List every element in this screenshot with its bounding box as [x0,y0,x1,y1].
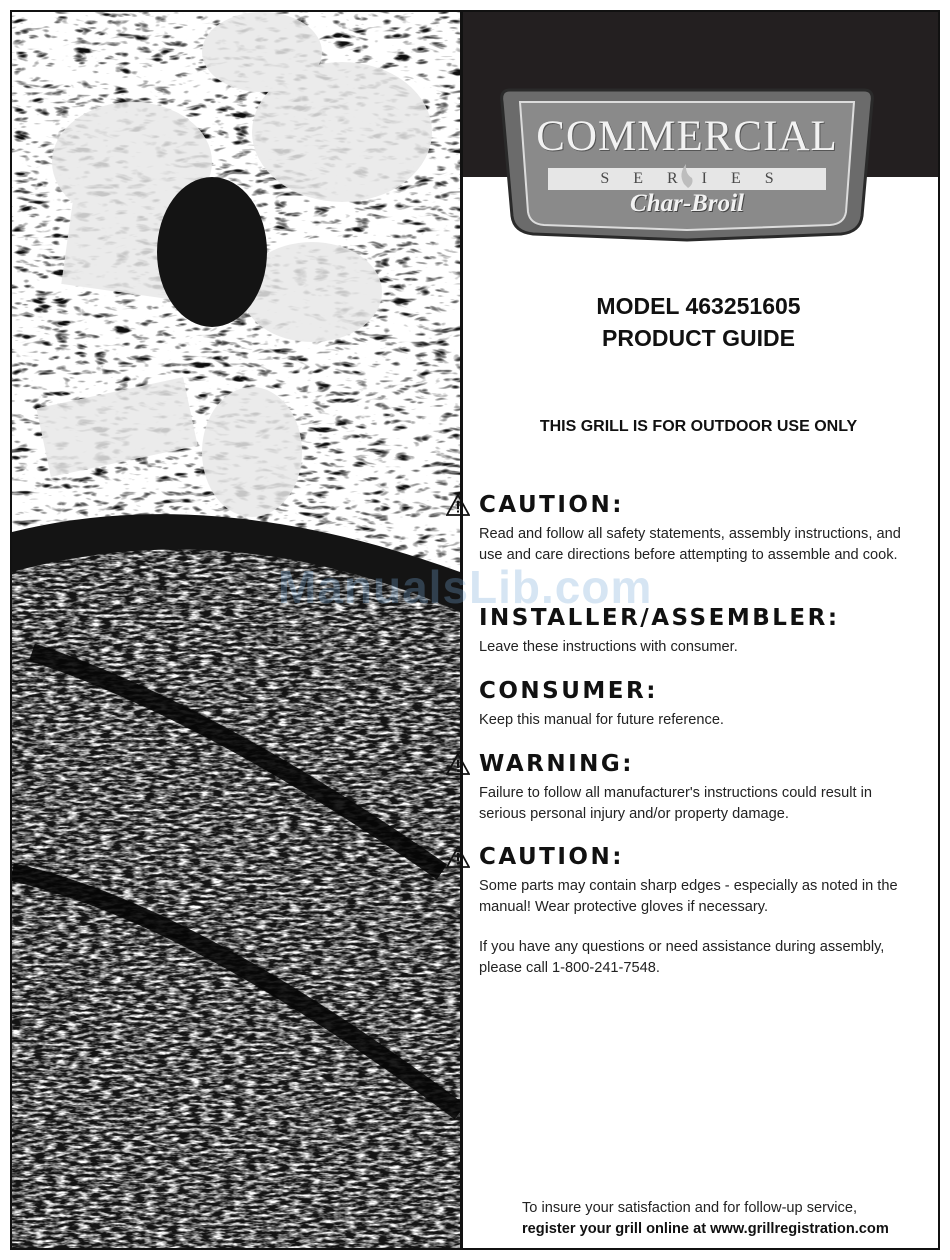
consumer-section [479,676,919,731]
page-title [451,290,946,354]
grill-food-photo [12,12,460,1248]
logo-commercial-text: COMMERCIAL [536,113,838,160]
caution-section-1 [479,490,919,566]
section-heading: CAUTION: [479,492,624,518]
section-text: Keep this manual for future reference. [479,712,724,728]
footer-registration-link[interactable]: register your grill online at www.grillregistration.com [522,1221,889,1237]
warning-triangle-icon [446,494,470,516]
logo-series-text: SERIES [600,170,798,187]
footer-line-1: To insure your satisfaction and for follow-up service, [522,1200,857,1216]
caution-section-2 [479,842,919,979]
warning-triangle-icon [446,846,470,868]
commercial-series-logo [496,84,878,244]
product-guide-title: PRODUCT GUIDE [602,325,795,351]
section-heading: INSTALLER/ASSEMBLER: [479,605,840,631]
section-heading: WARNING: [479,751,634,777]
section-text: Failure to follow all manufacturer's instructions could result in serious personal injury and/or property damage. [479,785,872,822]
section-text: Some parts may contain sharp edges - especially as noted in the manual! Wear protective gloves if necessary. [479,878,898,915]
installer-section [479,603,919,658]
section-heading: CAUTION: [479,844,624,870]
panel-divider [460,12,463,1248]
logo-brand-text: Char-Broil [630,190,744,217]
assistance-text: If you have any questions or need assistance during assembly, please call 1-800-241-7548. [479,939,885,976]
warning-triangle-icon [446,753,470,775]
outdoor-notice: THIS GRILL IS FOR OUTDOOR USE ONLY [539,418,858,435]
section-text: Read and follow all safety statements, assembly instructions, and use and care directions before attempting to assemble and cook. [479,526,901,563]
registration-footer [522,1198,942,1240]
watermark: ManualsLib.com [278,561,653,613]
model-number: MODEL 463251605 [596,293,801,319]
warning-section [479,749,919,825]
section-heading: CONSUMER: [479,678,658,704]
section-text: Leave these instructions with consumer. [479,639,738,655]
